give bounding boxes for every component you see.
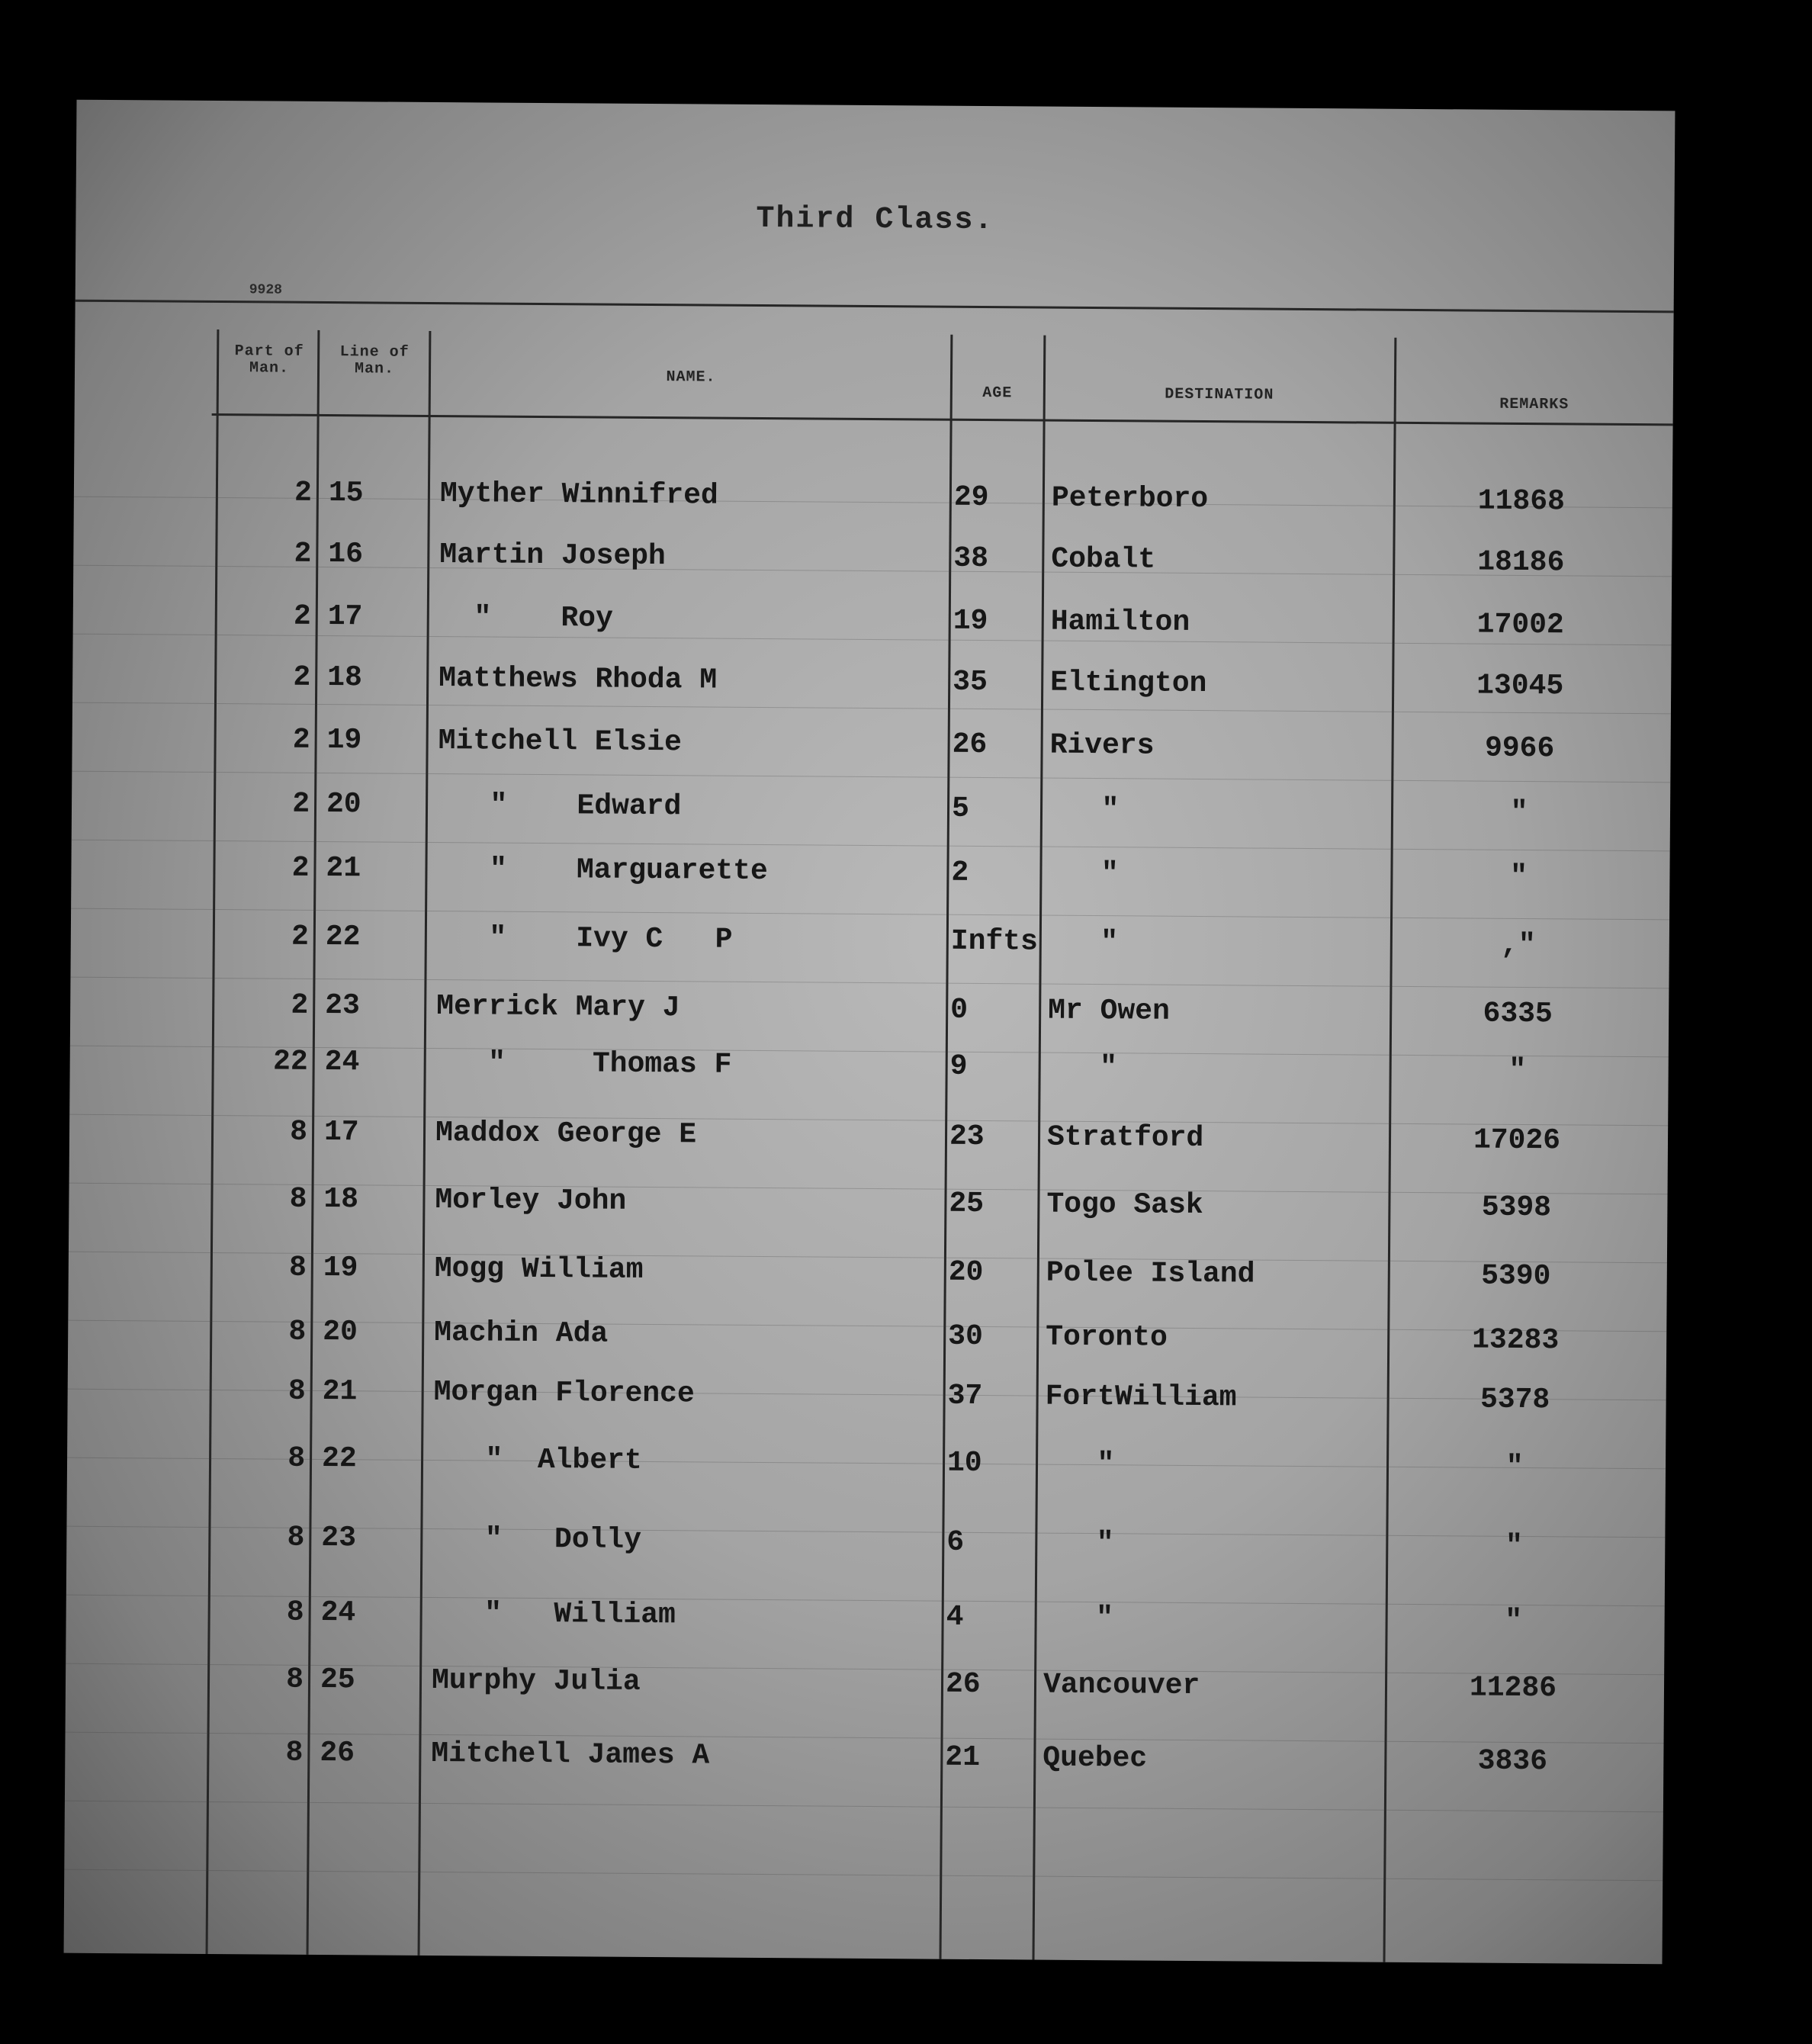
passenger-age: 21 [945,1740,981,1775]
passenger-destination: Quebec [1043,1741,1148,1776]
passenger-age: 20 [948,1255,984,1290]
ruled-line [72,702,1671,715]
line-of-manifest: 15 [328,477,364,510]
passenger-age: 26 [952,728,988,762]
page-mark: 9928 [249,282,283,298]
passenger-name: " Marguarette [437,853,768,889]
line-of-manifest: 22 [321,1442,357,1476]
line-of-manifest: 24 [324,1046,360,1079]
passenger-destination: Stratford [1046,1120,1204,1155]
passenger-name: Murphy Julia [431,1664,641,1699]
header-part-of-man: Part of Man. [234,342,304,378]
passenger-destination: Cobalt [1051,542,1156,577]
passenger-destination: Togo Sask [1046,1188,1203,1223]
part-of-manifest: 8 [288,1374,306,1408]
ruled-line [72,840,1670,852]
line-of-manifest: 19 [323,1252,358,1285]
ruled-line [70,977,1669,989]
header-bottom-rule [212,413,1673,426]
passenger-name: " Edward [437,789,682,824]
header-name: NAME. [666,368,716,387]
passenger-age: 19 [953,604,988,638]
passenger-remarks: " [1509,860,1528,894]
passenger-name: Merrick Mary J [436,990,680,1025]
passenger-destination: Hamilton [1050,605,1190,639]
passenger-remarks: 9966 [1484,731,1555,766]
passenger-name: Maddox George E [435,1117,697,1152]
passenger-remarks: 13045 [1476,669,1564,703]
passenger-remarks: 5390 [1481,1259,1551,1294]
passenger-age: 2 [951,856,969,889]
line-of-manifest: 18 [327,661,362,695]
passenger-age: 38 [953,542,989,576]
line-of-manifest: 24 [320,1596,356,1630]
passenger-remarks: 17002 [1476,608,1564,642]
passenger-age: 9 [949,1049,968,1083]
part-of-manifest: 2 [293,660,311,694]
passenger-destination: " [1049,792,1120,827]
passenger-name: " Ivy C P [436,921,733,956]
passenger-remarks: " [1510,795,1528,830]
passenger-age: 29 [953,480,989,515]
part-of-manifest: 2 [294,476,313,509]
passenger-remarks: " [1505,1604,1523,1637]
passenger-age: 4 [946,1600,964,1634]
passenger-age: 5 [951,792,970,825]
passenger-name: " Albert [432,1443,642,1477]
line-of-manifest: 17 [323,1116,359,1149]
passenger-remarks: 6335 [1483,997,1553,1031]
passenger-age: 23 [949,1120,985,1154]
passenger-name: Mitchell Elsie [438,725,683,760]
line-of-manifest: 16 [328,538,364,571]
manifest-page [64,100,1675,1965]
part-of-manifest: 8 [286,1596,304,1629]
passenger-destination: " [1044,1447,1115,1481]
passenger-age: 0 [950,993,969,1027]
part-of-manifest: 22 [272,1045,308,1078]
part-of-manifest: 2 [291,920,310,953]
passenger-destination: " [1043,1601,1114,1635]
header-line-of-man: Line of Man. [339,343,410,378]
passenger-name: " William [432,1597,676,1632]
passenger-remarks: 3836 [1477,1744,1548,1779]
part-of-manifest: 2 [291,988,309,1022]
line-of-manifest: 23 [321,1521,357,1555]
passenger-remarks: " [1505,1529,1523,1563]
passenger-name: " Roy [439,601,613,635]
page-title: Third Class. [756,201,994,239]
part-of-manifest: 8 [289,1182,307,1216]
line-of-manifest: 21 [322,1375,358,1409]
column-divider [418,331,432,1956]
ruled-line [64,1869,1663,1882]
header-age: AGE [982,384,1013,403]
line-of-manifest: 20 [326,788,361,821]
header-remarks: REMARKS [1499,395,1569,414]
ruled-line [71,908,1669,921]
passenger-destination: " [1049,856,1119,891]
passenger-remarks: 18186 [1477,545,1565,580]
part-of-manifest: 8 [286,1663,304,1696]
passenger-remarks: 13283 [1472,1323,1560,1358]
passenger-age: 30 [948,1319,983,1354]
passenger-remarks: 5398 [1481,1191,1552,1225]
header-top-rule [76,300,1674,313]
passenger-name: Martin Joseph [439,538,666,574]
passenger-age: 10 [946,1446,982,1480]
part-of-manifest: 8 [288,1251,307,1284]
passenger-name: Morgan Florence [433,1376,695,1411]
part-of-manifest: 8 [290,1115,308,1149]
passenger-remarks: 5378 [1479,1383,1550,1417]
passenger-destination: " [1048,925,1119,959]
passenger-remarks: ," [1500,928,1536,963]
part-of-manifest: 8 [285,1736,304,1769]
column-divider [206,329,220,1954]
passenger-destination: " [1044,1526,1114,1560]
passenger-destination: Polee Island [1046,1256,1255,1291]
line-of-manifest: 21 [326,852,361,885]
line-of-manifest: 19 [326,724,362,757]
passenger-name: Machin Ada [434,1316,609,1351]
passenger-name: " Thomas F [435,1046,732,1081]
part-of-manifest: 8 [288,1441,306,1475]
passenger-age: 25 [949,1187,985,1221]
passenger-age: 26 [945,1667,981,1702]
ruled-line [65,1801,1663,1813]
passenger-destination: Eltington [1050,666,1207,701]
part-of-manifest: 2 [291,851,310,885]
passenger-name: Mogg William [434,1252,644,1287]
part-of-manifest: 2 [292,787,310,821]
passenger-destination: " [1047,1050,1118,1085]
passenger-name: Mitchell James A [431,1737,710,1772]
part-of-manifest: 2 [292,723,310,757]
ruled-line [72,771,1670,783]
passenger-name: Myther Winnifred [439,477,718,513]
passenger-destination: Peterboro [1051,481,1209,516]
line-of-manifest: 22 [325,921,361,954]
passenger-destination: Rivers [1049,728,1155,763]
passenger-age: 35 [953,665,988,699]
passenger-name: Matthews Rhoda M [439,662,718,697]
part-of-manifest: 2 [293,599,311,633]
passenger-remarks: " [1505,1450,1524,1483]
passenger-name: " Dolly [432,1522,642,1557]
passenger-age: 37 [947,1379,983,1413]
line-of-manifest: 18 [323,1183,359,1216]
passenger-name: Morley John [435,1184,627,1218]
passenger-destination: Toronto [1046,1320,1168,1355]
line-of-manifest: 23 [325,989,360,1023]
part-of-manifest: 2 [294,537,312,570]
passenger-age: Infts [950,924,1039,959]
passenger-age: 6 [946,1525,965,1559]
line-of-manifest: 17 [327,600,363,634]
passenger-destination: Mr Owen [1048,994,1170,1028]
column-divider [307,330,320,1955]
part-of-manifest: 8 [288,1315,307,1348]
part-of-manifest: 8 [287,1521,305,1554]
column-divider [1383,338,1397,1962]
passenger-remarks: 17026 [1473,1123,1561,1158]
passenger-destination: Vancouver [1043,1668,1200,1703]
passenger-destination: FortWilliam [1045,1380,1237,1415]
line-of-manifest: 26 [320,1736,355,1770]
passenger-remarks: 11286 [1469,1671,1557,1705]
passenger-remarks: " [1508,1053,1527,1088]
passenger-remarks: 11868 [1477,484,1566,519]
line-of-manifest: 20 [323,1316,358,1349]
line-of-manifest: 25 [320,1663,355,1697]
header-destination: DESTINATION [1165,385,1274,404]
